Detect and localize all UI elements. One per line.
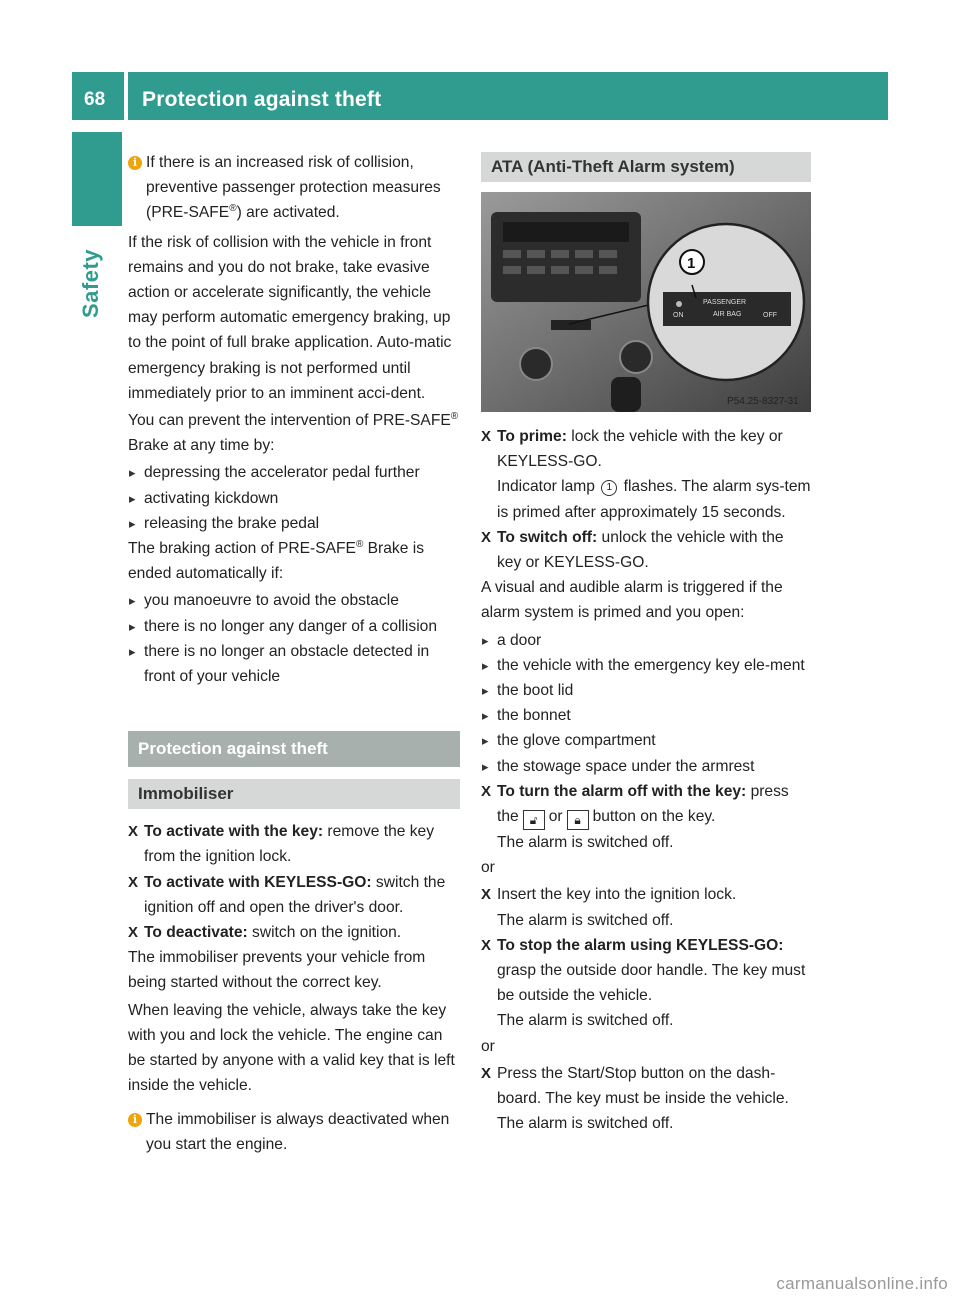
- list-item: ▸ the glove compartment: [481, 728, 811, 753]
- chapter-label: Safety: [78, 248, 103, 318]
- right-column: [481, 152, 811, 1136]
- instruction-step: X To activate with the key: remove the key from the ignition lock.: [128, 823, 435, 866]
- list-item: ▸ the vehicle with the emergency key ele-ment: [481, 653, 811, 678]
- photo-label-on: ON: [673, 312, 684, 319]
- paragraph: A visual and audible alarm is triggered if the alarm system is primed and you open:: [481, 579, 783, 622]
- page-title: Protection against theft: [142, 88, 382, 111]
- list-item: ▸ a door: [481, 628, 811, 653]
- instruction-step: X To stop the alarm using KEYLESS-GO: grasp the outside door handle. The key must be outside the vehicle. The alarm is switched off.: [481, 936, 806, 1030]
- callout-number: 1: [687, 255, 696, 272]
- photo-label-airbag: AIR BAG: [713, 311, 742, 318]
- list-item: ▸ you manoeuvre to avoid the obstacle: [128, 588, 460, 613]
- bullet-list: [481, 628, 811, 779]
- paragraph: When leaving the vehicle, always take the key with you and lock the vehicle. The engine can be started by anyone with a valid key that is left inside the vehicle.: [128, 1001, 455, 1095]
- list-item: ▸ there is no longer any danger of a collision: [128, 614, 460, 639]
- header-divider: [124, 72, 128, 120]
- page-header: [72, 72, 888, 120]
- paragraph: The immobiliser prevents your vehicle from being started without the correct key.: [128, 949, 426, 992]
- photo-label-passenger: PASSENGER: [703, 299, 747, 306]
- instruction-step: X To activate with KEYLESS-GO: switch the ignition off and open the driver's door.: [128, 873, 446, 916]
- chapter-tab: [72, 132, 122, 226]
- bullet-list: [128, 460, 460, 536]
- info-note-presafe: i If there is an increased risk of collision, preventive passenger protection measures (PRE-SAFE®) are activated.: [128, 150, 460, 226]
- list-item: ▸ the bonnet: [481, 703, 811, 728]
- photo-label-off: OFF: [763, 312, 777, 319]
- paragraph: The braking action of PRE-SAFE® Brake is ended automatically if:: [128, 538, 424, 583]
- info-icon: i: [128, 1113, 142, 1127]
- unlock-key-icon: 🔓︎: [523, 810, 545, 830]
- bullet-list: [128, 588, 460, 689]
- photo-code: P54.25-8327-31: [727, 396, 799, 407]
- instruction-step: X To switch off: unlock the vehicle with the key or KEYLESS-GO.: [481, 528, 784, 572]
- list-item: ▸ depressing the accelerator pedal further: [128, 460, 460, 485]
- subsection-heading: Immobiliser: [128, 779, 460, 809]
- section-heading: Protection against theft: [128, 731, 460, 767]
- lock-key-icon: 🔒︎: [567, 810, 589, 830]
- list-item: ▸ the stowage space under the armrest: [481, 754, 811, 779]
- list-item: ▸ releasing the brake pedal: [128, 511, 460, 536]
- instruction-step: X Insert the key into the ignition lock. The alarm is switched off.: [481, 886, 737, 929]
- page-number: 68: [84, 89, 106, 110]
- list-item: ▸ there is no longer an obstacle detected in front of your vehicle: [128, 639, 460, 689]
- instruction-step: X To deactivate: switch on the ignition.: [128, 924, 402, 942]
- info-note-immobiliser: i The immobiliser is always deactivated when you start the engine.: [128, 1107, 460, 1157]
- instruction-step: X To turn the alarm off with the key: press the 🔓︎ or 🔒︎ button on the key. The alarm is switched off.: [481, 782, 789, 852]
- left-column: [128, 150, 460, 1161]
- section-heading-ata: ATA (Anti-Theft Alarm system): [481, 152, 811, 182]
- instruction-step: X Press the Start/Stop button on the dash-board. The key must be inside the vehicle. The alarm is switched off.: [481, 1064, 789, 1133]
- instruction-step: X To prime: lock the vehicle with the key or KEYLESS-GO. Indicator lamp 1 flashes. The alarm sys-tem is primed after approximately 15 seconds.: [481, 428, 811, 521]
- or-text: or: [481, 859, 495, 877]
- list-item: ▸ activating kickdown: [128, 486, 460, 511]
- list-item: ▸ the boot lid: [481, 678, 811, 703]
- watermark: carmanualsonline.info: [776, 1274, 948, 1293]
- callout-ref: 1: [601, 480, 617, 496]
- dashboard-photo: [481, 192, 811, 412]
- info-icon: i: [128, 156, 142, 170]
- paragraph: You can prevent the intervention of PRE-SAFE® Brake at any time by:: [128, 410, 459, 455]
- paragraph: If the risk of collision with the vehicle in front remains and you do not brake, take evasive action or accelerate significantly, the vehicle may perform automatic emergency braking, up to the point of full brake application. Auto-matic emergency braking is not performed until immediately prior to an imminent acci-dent.: [128, 233, 452, 402]
- or-text: or: [481, 1037, 495, 1055]
